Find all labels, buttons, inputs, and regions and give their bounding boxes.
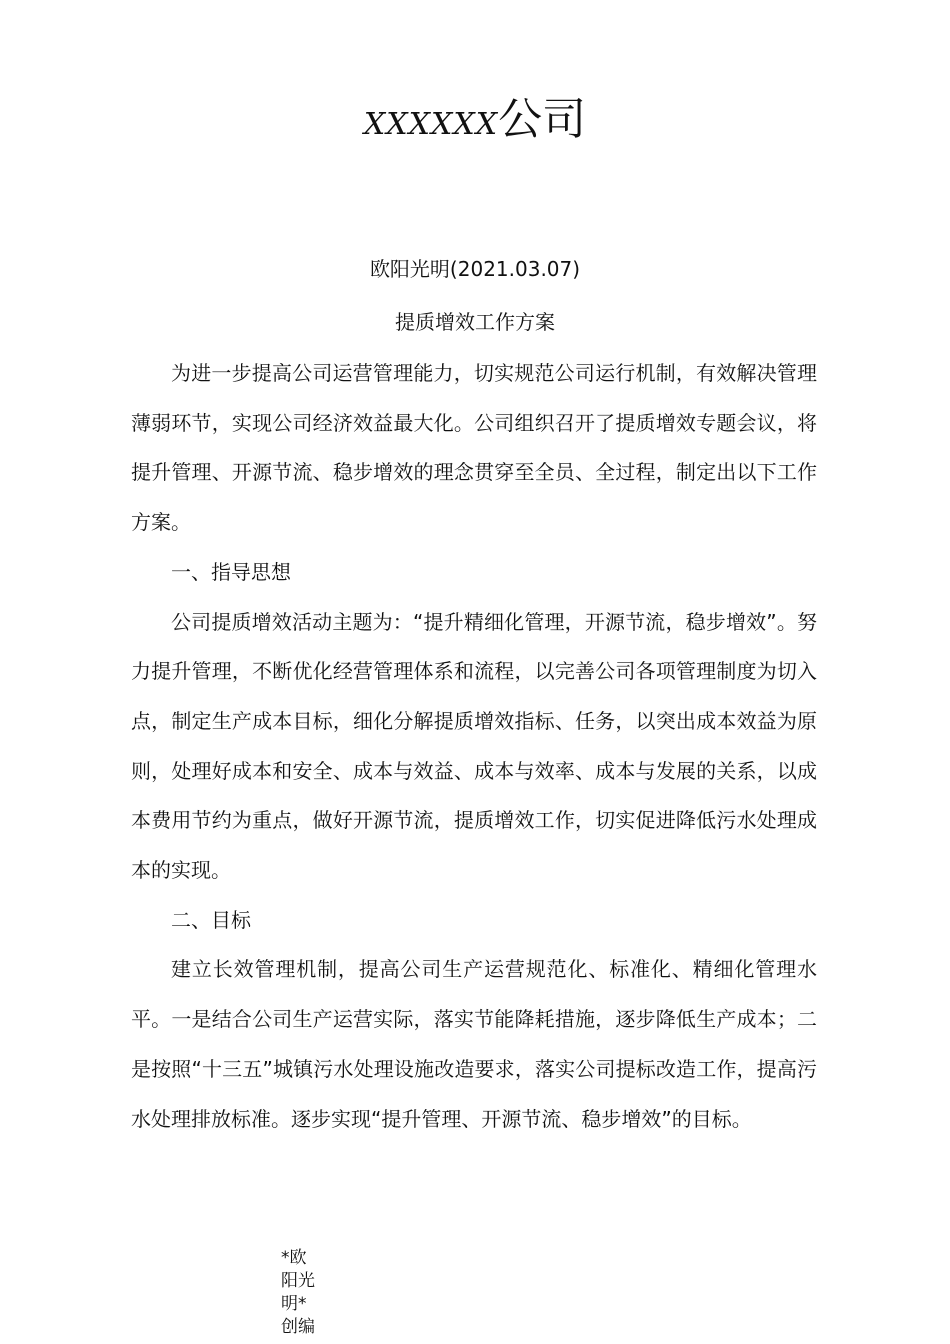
author-date-line: 欧阳光明(2021.03.07) (369, 257, 581, 281)
document-title: 提质增效工作方案 (395, 310, 555, 334)
document-body (131, 349, 817, 1144)
company-title-latin: XXXXXX (363, 107, 499, 142)
section-heading-goals: 二、目标 (171, 907, 251, 932)
company-title (0, 92, 950, 153)
company-title-cjk: 公司 (498, 94, 587, 145)
guiding-thought-paragraph: 公司提质增效活动主题为：“提升精细化管理，开源节流，稳步增效”。努力提升管理，不断优化经营管理体系和流程，以完善公司各项管理制度为切入点，制定生产成本目标，细化分解提质增效指标、任务，以突出成本效益为原则，处理好成本和安全、成本与效益、成本与效率、成本与发展的关系，以成本费用节约为重点，做好开源节流，提质增效工作，切实促进降低污水处理成本的实现。 (131, 609, 817, 883)
section-heading-guiding-thought: 一、指导思想 (171, 559, 291, 584)
intro-paragraph: 为进一步提高公司运营管理能力，切实规范公司运行机制，有效解决管理薄弱环节，实现公司经济效益最大化。公司组织召开了提质增效专题会议，将提升管理、开源节流、稳步增效的理念贯穿至全员、全过程，制定出以下工作方案。 (131, 361, 817, 535)
goals-paragraph: 建立长效管理机制，提高公司生产运营规范化、标准化、精细化管理水平。一是结合公司生产运营实际，落实节能降耗措施，逐步降低生产成本；二是按照“十三五”城镇污水处理设施改造要求，落实公司提标改造工作，提高污水处理排放标准。逐步实现“提升管理、开源节流、稳步增效”的目标。 (131, 957, 817, 1131)
author-footer-note: *欧阳光明*创编 (281, 1248, 315, 1337)
